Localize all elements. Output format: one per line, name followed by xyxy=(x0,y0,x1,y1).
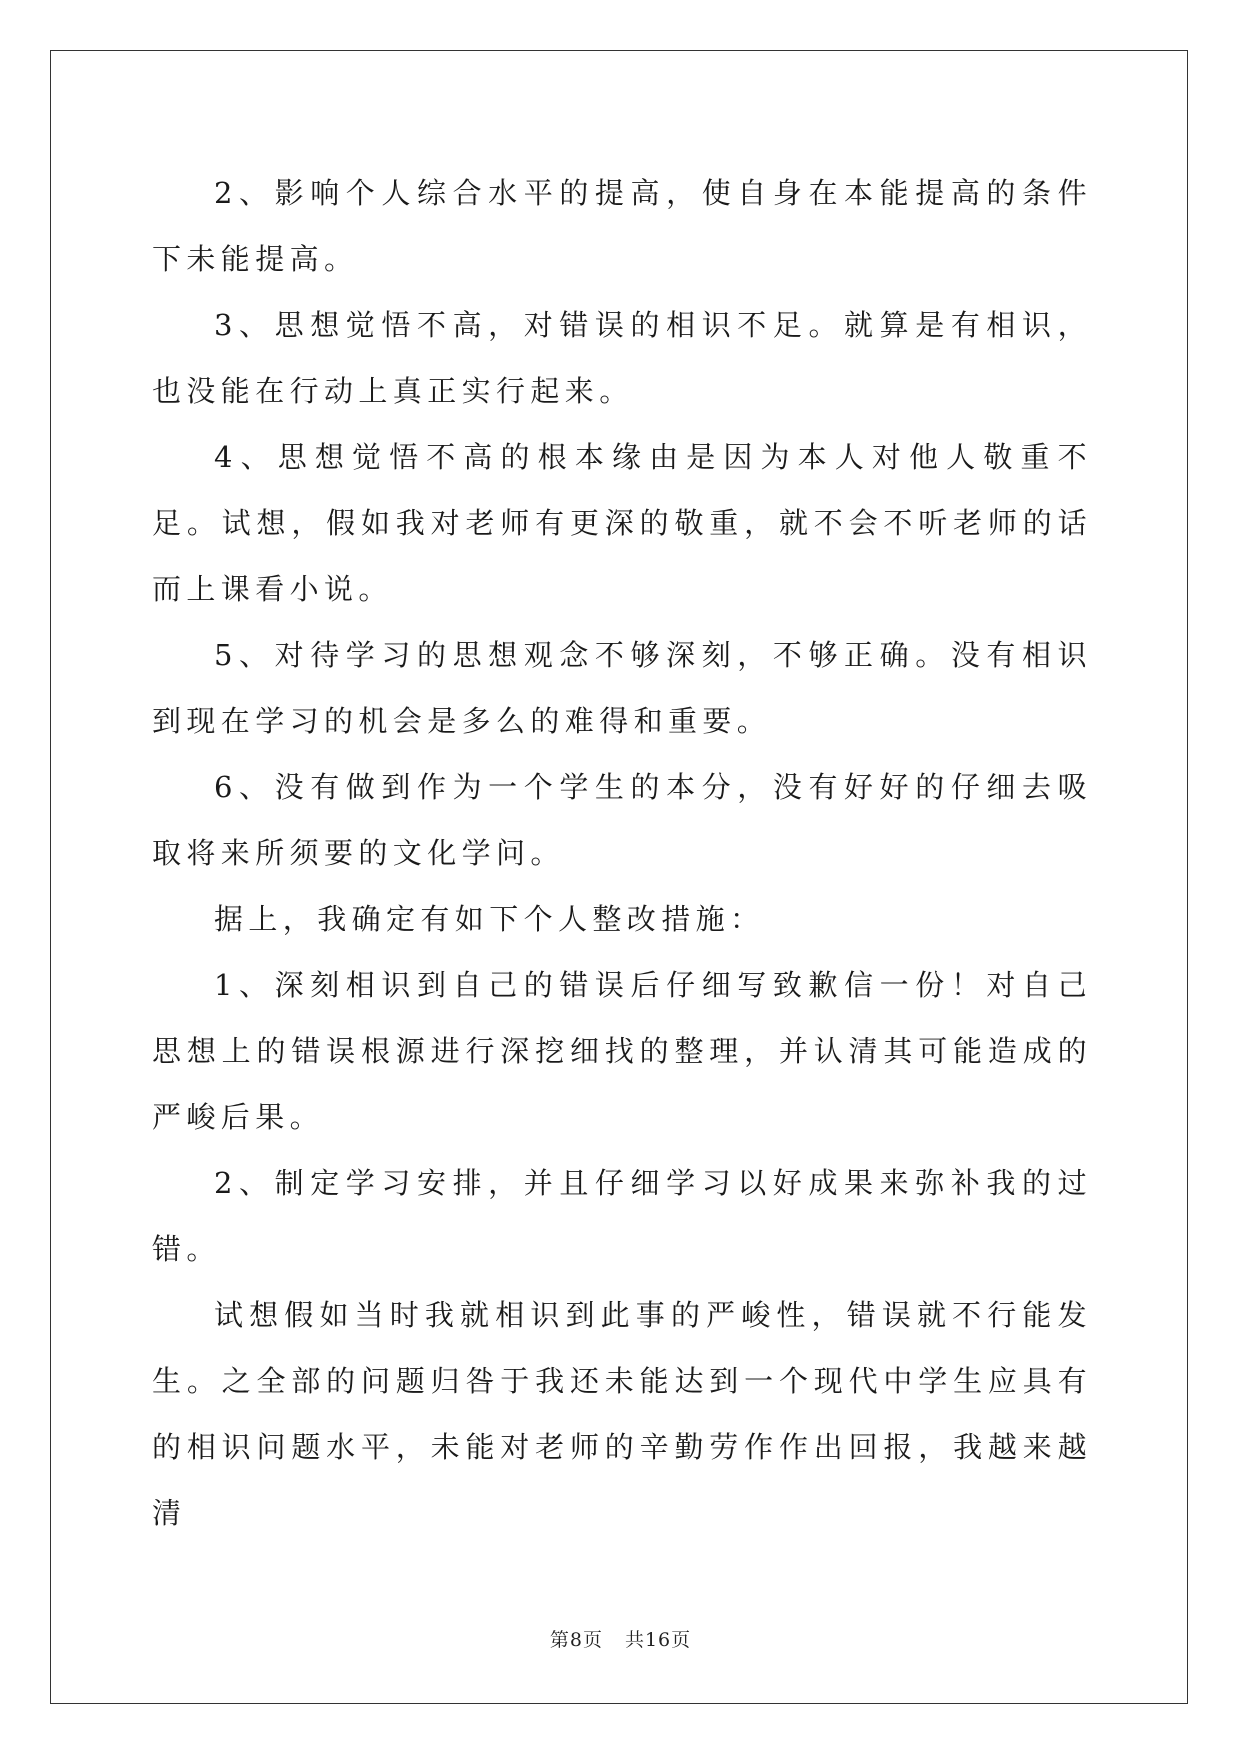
paragraph-1: 2、影响个人综合水平的提高，使自身在本能提高的条件下未能提高。 xyxy=(152,176,1092,276)
paragraph-4: 5、对待学习的思想观念不够深刻，不够正确。没有相识到现在学习的机会是多么的难得和重要。 xyxy=(152,638,1092,738)
document-body xyxy=(152,160,1092,1546)
page-number-total: 共16页 xyxy=(624,1629,692,1651)
paragraph-2: 3、思想觉悟不高，对错误的相识不足。就算是有相识，也没能在行动上真正实行起来。 xyxy=(152,308,1092,408)
paragraph-9: 试想假如当时我就相识到此事的严峻性，错误就不行能发生。之全部的问题归咎于我还未能达到一个现代中学生应具有的相识问题水平，未能对老师的辛勤劳作作出回报，我越来越清 xyxy=(152,1298,1092,1530)
paragraph-6: 据上，我确定有如下个人整改措施： xyxy=(214,902,765,936)
page-footer xyxy=(0,1625,1241,1652)
paragraph-3: 4、思想觉悟不高的根本缘由是因为本人对他人敬重不足。试想，假如我对老师有更深的敬重，就不会不听老师的话而上课看小说。 xyxy=(152,440,1092,606)
paragraph-5: 6、没有做到作为一个学生的本分，没有好好的仔细去吸取将来所须要的文化学问。 xyxy=(152,770,1092,870)
paragraph-7: 1、深刻相识到自己的错误后仔细写致歉信一份！对自己思想上的错误根源进行深挖细找的整理，并认清其可能造成的严峻后果。 xyxy=(152,968,1092,1134)
page-number-current: 第8页 xyxy=(549,1629,603,1651)
paragraph-8: 2、制定学习安排，并且仔细学习以好成果来弥补我的过错。 xyxy=(152,1166,1092,1266)
